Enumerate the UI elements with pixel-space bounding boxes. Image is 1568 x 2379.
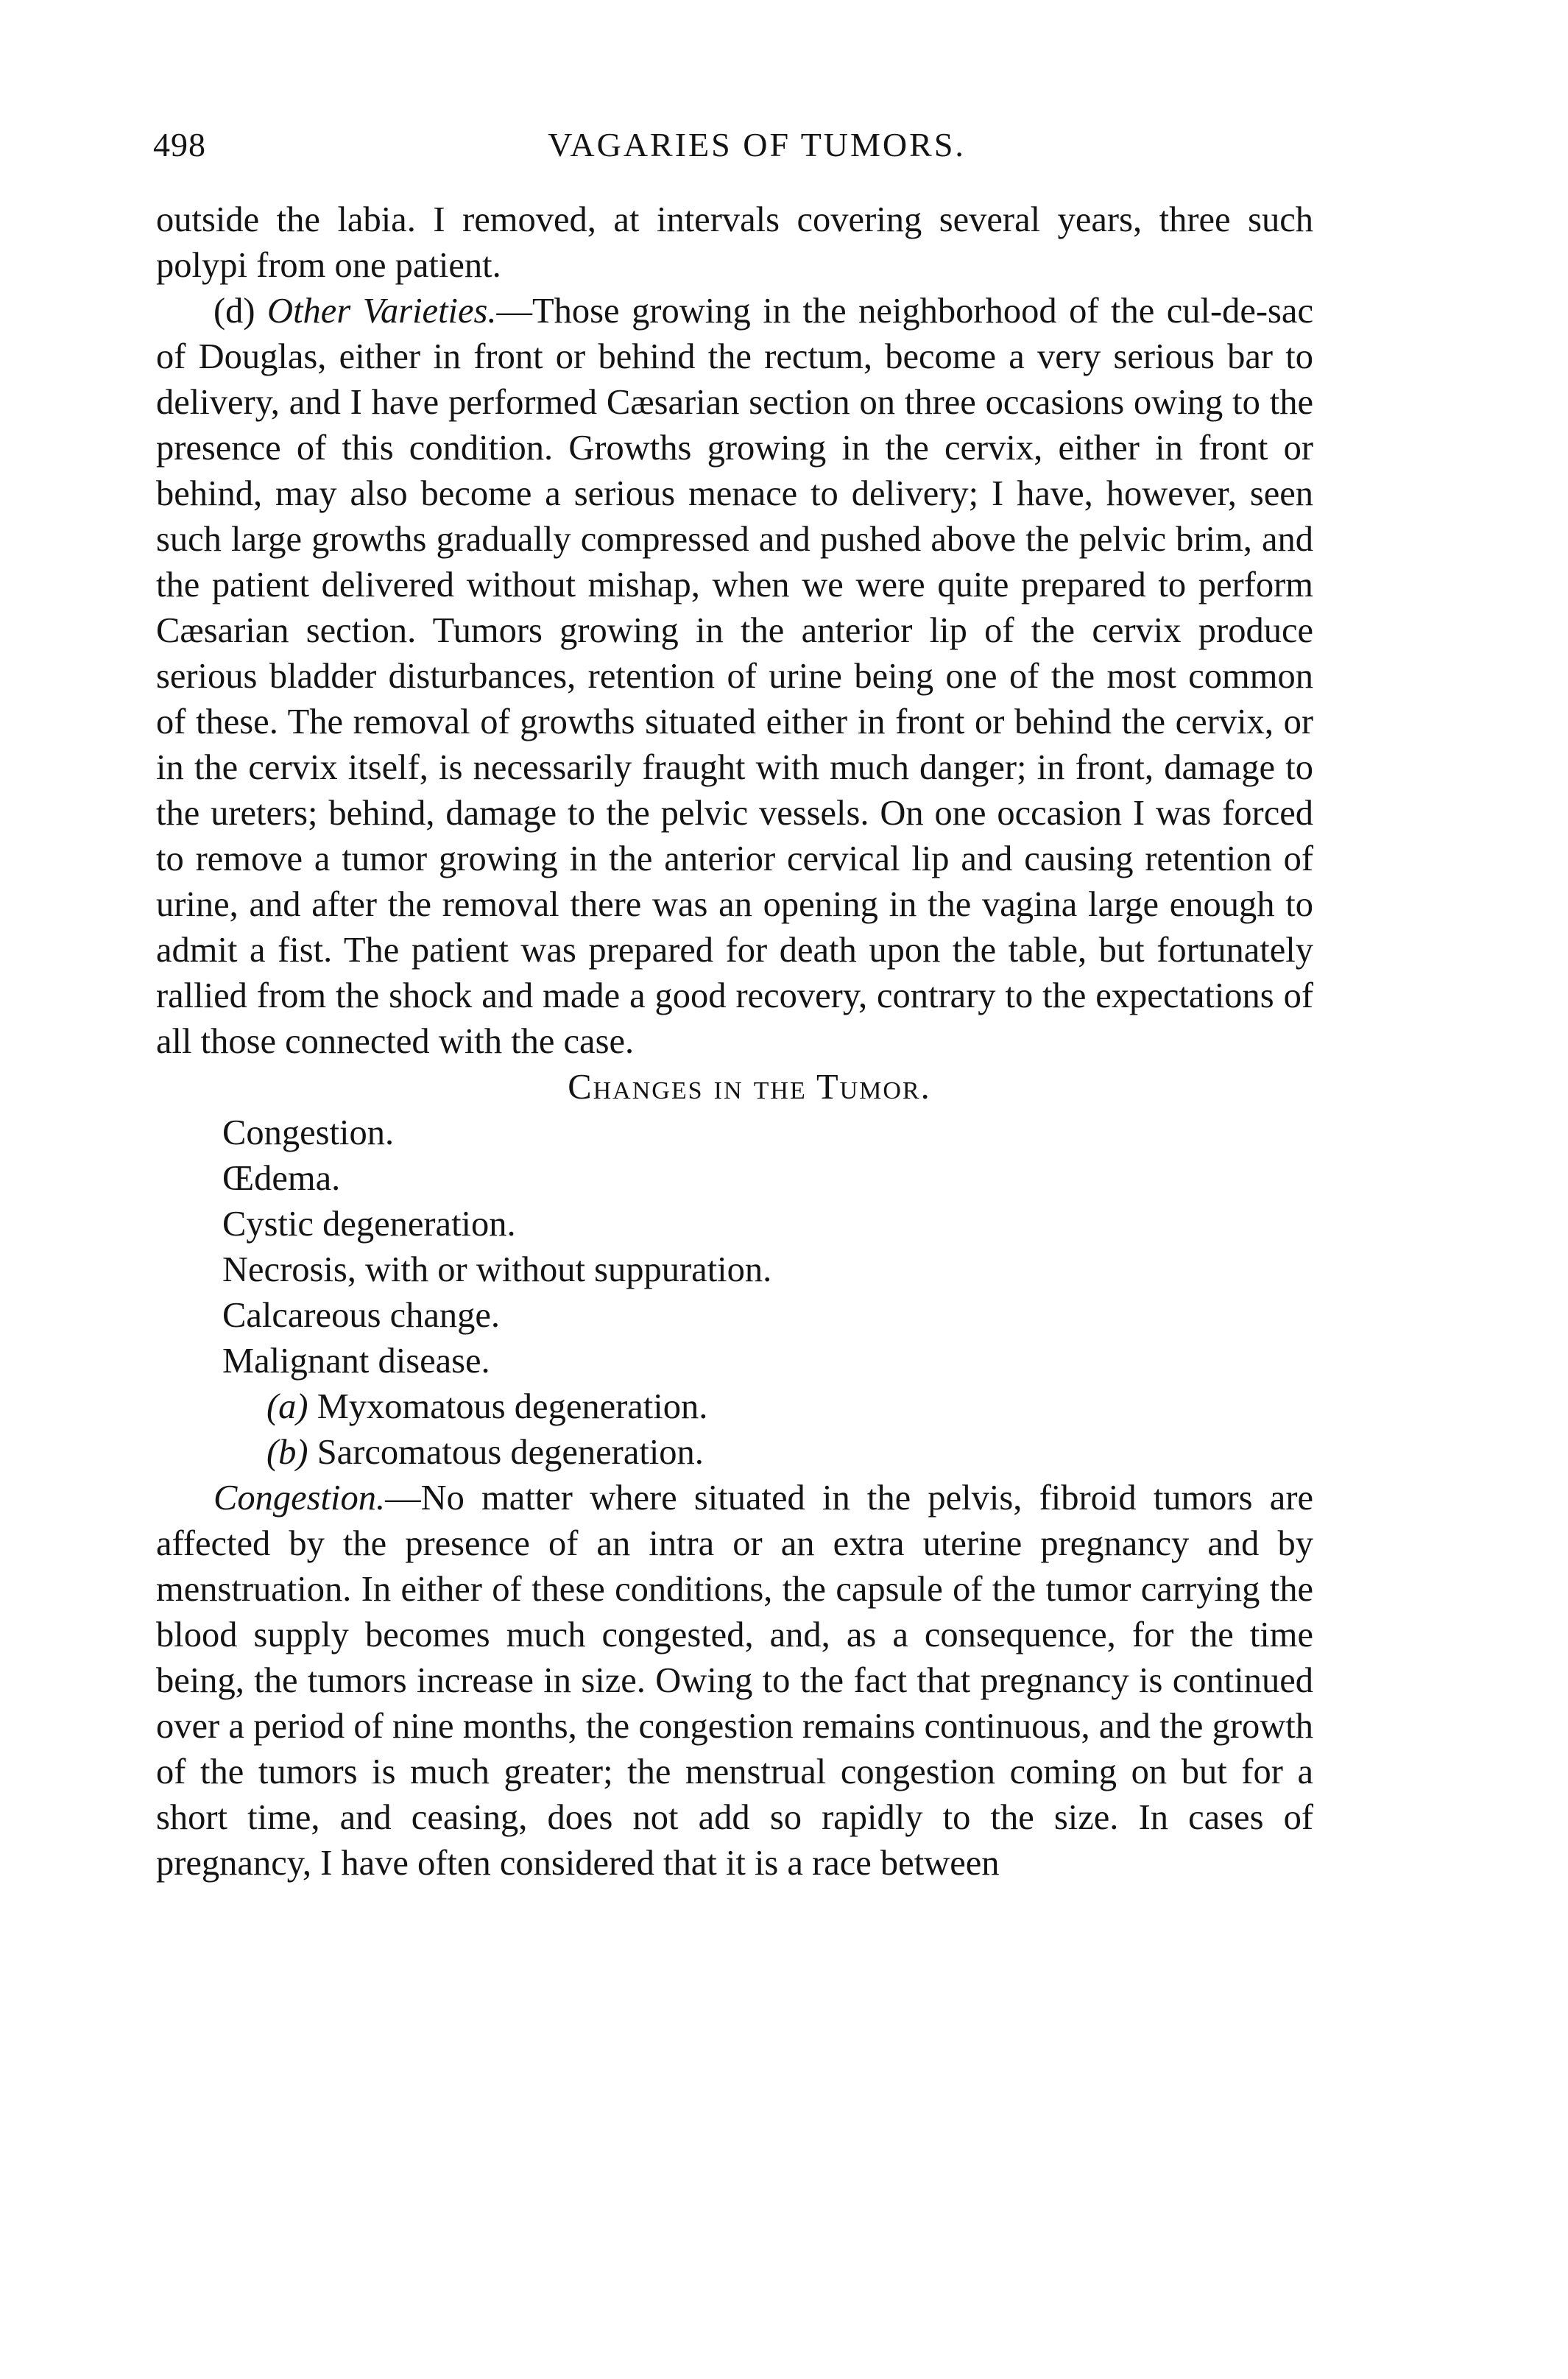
sub-list-item	[156, 1384, 1313, 1430]
paragraph-text: —Those growing in the neighborhood of the cul-de-sac of Douglas, either in front or behind the rectum, become a very serious bar to delivery, and I have performed Cæsarian section on three occasions owing to the presence of this condition. Growths growing in the cervix, either in front or behind, may also become a serious menace to delivery; I have, however, seen such large growths gradually compressed and pushed above the pelvic brim, and the patient delivered without mishap, when we were quite prepared to perform Cæsarian section. Tumors growing in the anterior lip of the cervix produce serious bladder disturbances, retention of urine being one of the most common of these. The removal of growths situated either in front or behind the cervix, or in the cervix itself, is necessarily fraught with much danger; in front, damage to the ureters; behind, damage to the pelvic vessels. On one occasion I was forced to remove a tumor growing in the anterior cervical lip and causing retention of urine, and after the removal there was an opening in the vagina large enough to admit a fist. The patient was prepared for death upon the table, but fortunately rallied from the shock and made a good recovery, contrary to the expectations of all those connected with the case.	[156, 292, 1313, 1061]
list-item: Œdema.	[222, 1159, 341, 1198]
list-item: Calcareous change.	[222, 1296, 501, 1335]
body-text	[156, 197, 1313, 1886]
paragraph-text: —No matter where situated in the pelvis, fibroid tumors are affected by the presence of an intra or an extra uterine pregnancy and by menstruation. In either of these conditions, the capsule of the tumor carrying the blood supply becomes much congested, and, as a consequence, for the time being, the tumors increase in size. Owing to the fact that pregnancy is continued over a period of nine months, the congestion remains continuous, and the growth of the tumors is much greater; the menstrual congestion coming on but for a short time, and ceasing, does not add so rapidly to the size. In cases of pregnancy, I have often considered that it is a race between	[156, 1478, 1313, 1883]
paragraph-title: Other Varieties.	[267, 292, 497, 331]
sub-item-label: (b)	[266, 1433, 308, 1472]
paragraph-title: Congestion.	[213, 1478, 386, 1518]
sub-list-item	[156, 1430, 1313, 1476]
running-title: VAGARIES OF TUMORS.	[548, 126, 966, 163]
paragraph-congestion	[156, 1476, 1313, 1886]
sub-item-text: Sarcomatous degeneration.	[308, 1433, 704, 1472]
paragraph-continuation: outside the labia. I removed, at intervals covering several years, three such polypi from one patient.	[156, 200, 1313, 285]
changes-list	[156, 1110, 1313, 1476]
list-item: Necrosis, with or without suppuration.	[222, 1250, 772, 1289]
section-heading: Changes in the Tumor.	[568, 1068, 931, 1107]
sub-item-label: (a)	[266, 1387, 308, 1426]
list-item: Congestion.	[222, 1113, 395, 1152]
list-item: Malignant disease.	[222, 1342, 490, 1381]
page-number: 498	[153, 126, 206, 163]
sub-item-text: Myxomatous degeneration.	[308, 1387, 708, 1426]
item-label: (d)	[213, 292, 268, 331]
page-header	[153, 125, 1316, 177]
paragraph-other-varieties	[156, 289, 1313, 1065]
list-item: Cystic degeneration.	[222, 1205, 516, 1244]
